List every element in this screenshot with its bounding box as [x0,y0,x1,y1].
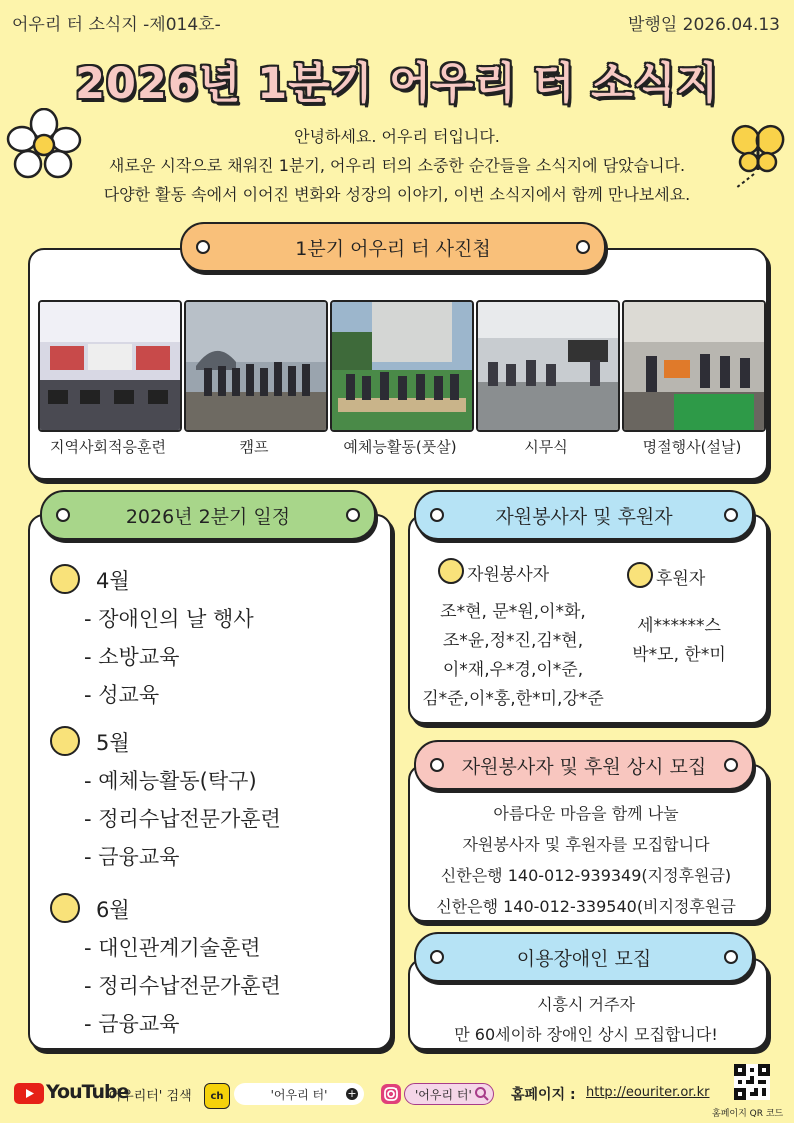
photo-caption: 예체능활동(풋살) [343,438,457,456]
schedule-item: - 성교육 [84,683,160,707]
intro-text: 안녕하세요. 어우리 터입니다. 새로운 시작으로 채워진 1분기, 어우리 터의 소중한 순간들을 소식지에 담았습니다. 다양한 활동 속에서 이어진 변화와 성장의 이야기, 이번 소식지에서 함께 만나보세요. [103,127,691,204]
schedule-item: - 정리수납전문가훈련 [84,807,281,831]
photo-community-training [38,300,182,432]
sponsor-bullet-icon [627,562,653,588]
issue-label: 어우리 터 소식지 -제014호- [12,15,221,35]
pill-dot-icon [724,950,738,964]
instagram-search-bar[interactable]: '어우리 터' [404,1083,494,1105]
schedule-item: - 대인관계기술훈련 [84,936,261,960]
pill-dot-icon [430,950,444,964]
schedule-item: - 금융교육 [84,845,180,869]
photo-lunar-new-year [622,300,766,432]
photo-caption: 지역사회적응훈련 [50,438,166,456]
supporters-title: 자원봉사자 및 후원자 [414,490,754,540]
youtube-logo: YouTube [46,1081,129,1103]
homepage-link[interactable]: http://eouriter.or.kr [586,1085,710,1100]
month-may: 5월 [96,731,130,755]
schedule-item: - 정리수납전문가훈련 [84,974,281,998]
pill-dot-icon [430,758,444,772]
sponsor-list: 세******스 박*모, 한*미 [632,616,726,665]
pill-dot-icon [724,758,738,772]
recruit-text: 아름다운 마음을 함께 나눌 자원봉사자 및 후원자를 모집합니다 신한은행 140-012-939349(지정후원금) 신한은행 140-012-339540(비지정후원금 [436,804,736,916]
month-bullet-icon [50,893,80,923]
volunteer-bullet-icon [438,558,464,584]
sponsor-label: 후원자 [656,569,706,589]
month-bullet-icon [50,726,80,756]
pill-dot-icon [576,240,590,254]
schedule-item: - 소방교육 [84,645,180,669]
photo-opening-ceremony [476,300,620,432]
volunteer-label: 자원봉사자 [467,565,550,585]
month-april: 4월 [96,569,130,593]
schedule-item: - 예체능활동(탁구) [84,769,257,793]
instagram-icon[interactable] [380,1083,402,1105]
youtube-icon[interactable] [14,1083,44,1104]
pill-dot-icon [56,508,70,522]
kakao-search-bar[interactable]: '어우리 터' [234,1083,364,1105]
search-icon[interactable] [474,1086,490,1102]
volunteer-list: 조*현, 문*원,이*화, 조*윤,정*진,김*현, 이*재,우*경,이*준, 김*준,이*홍,한*미,강*준 [422,602,604,709]
users-text: 시흥시 거주자 만 60세이하 장애인 상시 모집합니다! [454,995,718,1044]
youtube-search-text: '어우리터' 검색 [105,1089,192,1104]
photo-camp [184,300,328,432]
photo-caption: 명절행사(설날) [642,438,742,456]
kakao-channel-icon[interactable]: ch [204,1083,230,1109]
month-bullet-icon [50,564,80,594]
schedule-item: - 금융교육 [84,1012,180,1036]
photo-caption: 캠프 [239,438,269,456]
page-title: 2026년 1분기 어우리 터 소식지 [75,59,719,109]
month-june: 6월 [96,898,130,922]
plus-icon[interactable]: + [347,1087,357,1100]
schedule-item: - 장애인의 날 행사 [84,607,254,631]
recruit-title: 자원봉사자 및 후원 상시 모집 [414,740,754,790]
issue-date: 발행일 2026.04.13 [627,15,780,35]
photo-futsal [330,300,474,432]
users-title: 이용장애인 모집 [414,932,754,982]
pill-dot-icon [430,508,444,522]
homepage-label: 홈페이지 : [511,1087,576,1103]
photo-caption: 시무식 [524,438,568,456]
qr-code-icon[interactable] [734,1064,770,1100]
schedule-title: 2026년 2분기 일정 [40,490,376,540]
pill-dot-icon [346,508,360,522]
pill-dot-icon [724,508,738,522]
photo-album-title: 1분기 어우리 터 사진첩 [180,222,606,272]
pill-dot-icon [196,240,210,254]
qr-code-label: 홈페이지 QR 코드 [712,1109,784,1119]
